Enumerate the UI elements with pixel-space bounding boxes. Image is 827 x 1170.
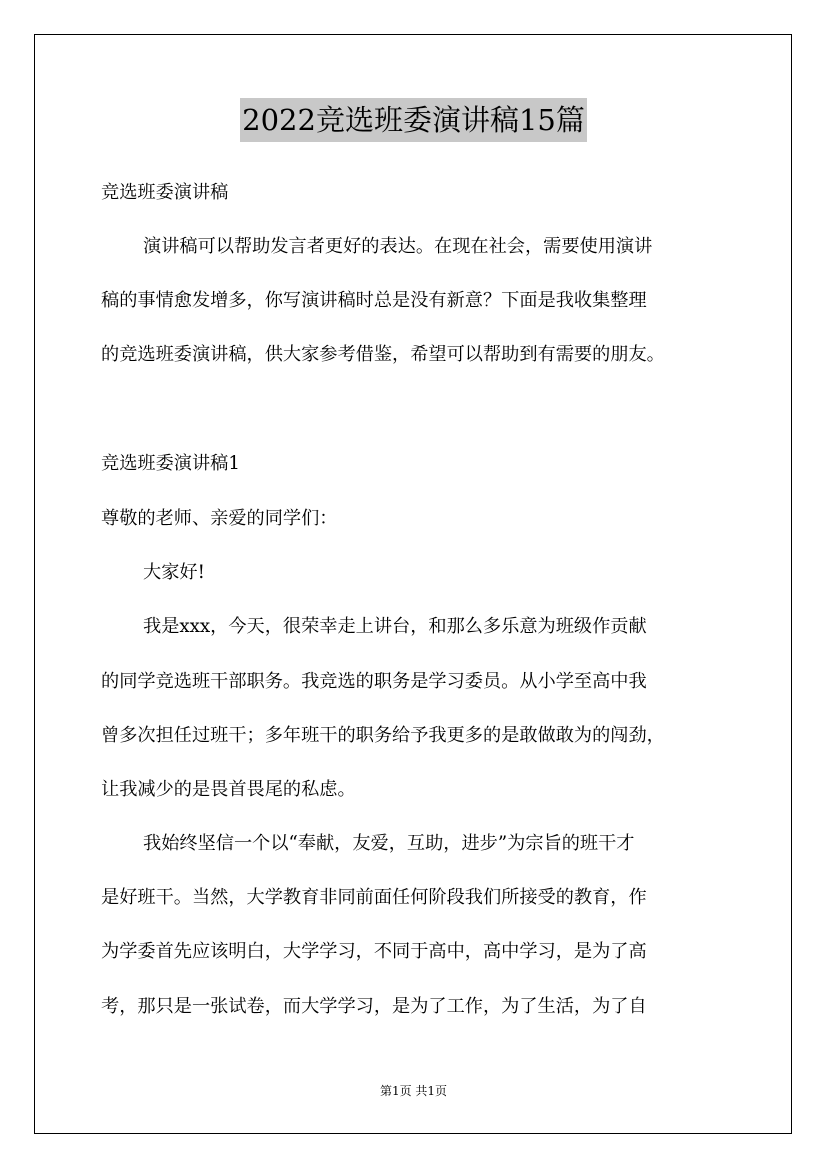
paragraph-line: 让我减少的是畏首畏尾的私虑。 [101, 779, 356, 800]
page-footer: 第1页 共1页 [379, 1084, 448, 1098]
paragraph-line: 是好班干。当然，大学教育非同前面任何阶段我们所接受的教育，作 [101, 887, 647, 908]
section-heading: 竞选班委演讲稿1 [101, 453, 240, 474]
paragraph-line: 演讲稿可以帮助发言者更好的表达。在现在社会，需要使用演讲 [143, 236, 653, 257]
paragraph-line: 我是xxx，今天，很荣幸走上讲台，和那么多乐意为班级作贡献 [143, 616, 647, 637]
paragraph-line: 我始终坚信一个以“奉献，友爱，互助，进步”为宗旨的班干才 [143, 833, 635, 854]
salutation: 尊敬的老师、亲爱的同学们： [101, 508, 338, 529]
section-heading: 竞选班委演讲稿 [101, 182, 229, 203]
paragraph-line: 考，那只是一张试卷，而大学学习，是为了工作，为了生活，为了自 [101, 996, 647, 1017]
paragraph-line: 稿的事情愈发增多，你写演讲稿时总是没有新意？下面是我收集整理 [101, 290, 647, 311]
document-title-container [0, 98, 827, 142]
paragraph-line: 曾多次担任过班干；多年班干的职务给予我更多的是敢做敢为的闯劲， [101, 725, 665, 746]
document-title: 2022竞选班委演讲稿15篇 [240, 98, 587, 142]
paragraph-line: 的竞选班委演讲稿，供大家参考借鉴，希望可以帮助到有需要的朋友。 [101, 344, 665, 365]
paragraph-line: 的同学竞选班干部职务。我竞选的职务是学习委员。从小学至高中我 [101, 671, 647, 692]
paragraph-line: 为学委首先应该明白，大学学习，不同于高中，高中学习，是为了高 [101, 941, 647, 962]
greeting: 大家好! [143, 562, 205, 583]
